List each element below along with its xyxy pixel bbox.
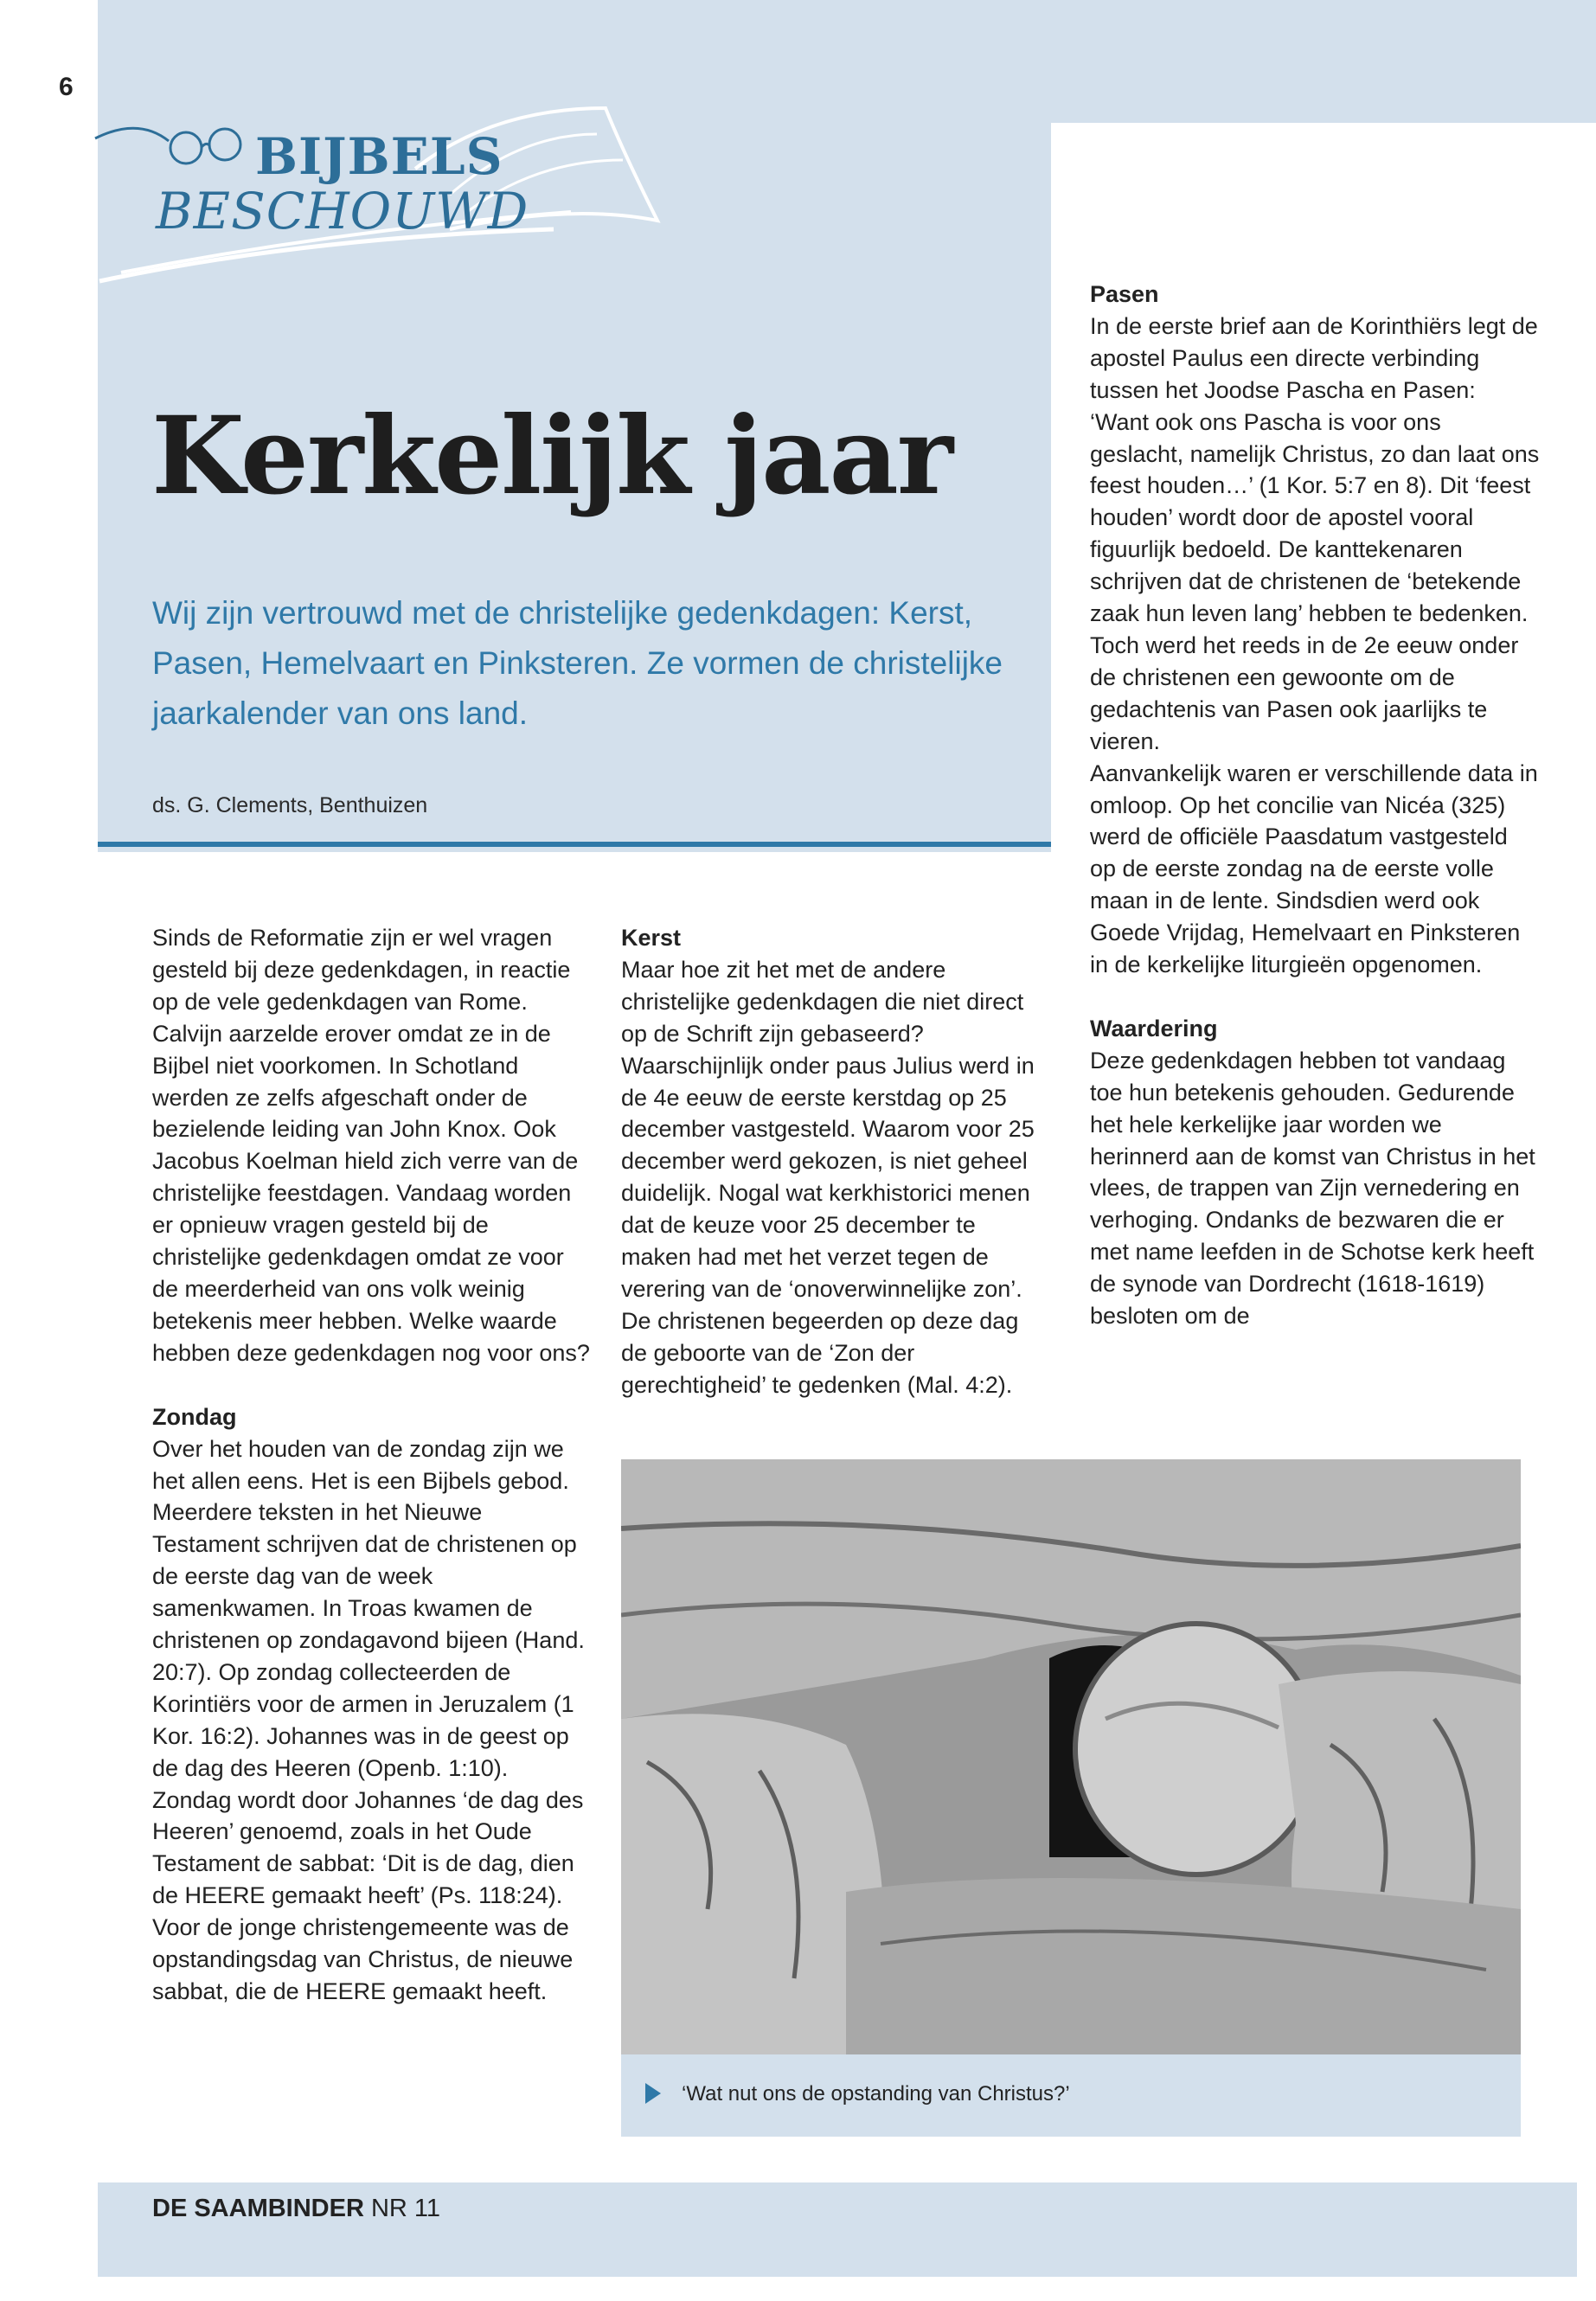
page-margin <box>0 2277 1596 2301</box>
page-footer <box>152 2195 440 2223</box>
caption-text: ‘Wat nut ons de opstanding van Christus?’ <box>682 2082 1070 2106</box>
tomb-image <box>621 1459 1521 2054</box>
section-heading-pasen: Pasen <box>1090 281 1159 307</box>
article-title: Kerkelijk jaar <box>151 394 952 519</box>
photo-caption <box>621 2054 1521 2137</box>
logo-text-bijbels: BIJBELS <box>255 127 503 186</box>
page-margin <box>1577 123 1596 2301</box>
paragraph: Aanvankelijk waren er verschillende data in omloop. Op het concilie van Nicéa (325) werd de officiële Paasdatum vastgesteld op de eerste zondag na de eerste volle maan in de lente. Sindsdien werd ook Goede Vrijdag, Hemelvaart en Pinksteren in de kerkelijke liturgieën opgenomen. <box>1090 760 1538 978</box>
logo-text-beschouwd: BESCHOUWD <box>156 182 529 240</box>
caption-arrow-icon <box>645 2083 661 2104</box>
paragraph: Maar hoe zit het met de andere christelijke gedenkdagen die niet direct op de Schrift zijn gebaseerd? Waarschijnlijk onder paus Julius werd in de 4e eeuw de eerste kerstdag op 25 december vastgesteld. Waarom voor 25 december werd gekozen, is niet geheel duidelijk. Nogal wat kerkhistorici menen dat de keuze voor 25 december te maken had met het verzet tegen de verering van de ‘onoverwinnelijke zon’. De christenen begeerden op deze dag de geboorte van de ‘Zon der gerechtigheid’ te gedenken (Mal. 4:2). <box>621 956 1035 1398</box>
text-column-2 <box>621 922 1045 1401</box>
paragraph: Deze gedenkdagen hebben tot vandaag toe hun betekenis gehouden. Gedurende het hele kerkelijke jaar worden we herinnerd aan de komst van Christus in het vlees, de trappen van Zijn vernedering en verhoging. Ondanks de bezwaren die er met name leefden in de Schotse kerk heeft de synode van Dordrecht (1618-1619) besloten om de <box>1090 1047 1535 1330</box>
divider <box>98 842 1051 847</box>
section-heading-kerst: Kerst <box>621 925 682 951</box>
paragraph: Over het houden van de zondag zijn we het allen eens. Het is een Bijbels gebod. Meerdere teksten in het Nieuwe Testament schrijven dat de christenen op de eerste dag van de week samenkwamen. In Troas kwamen de christenen op zondagavond bijeen (Hand. 20:7). Op zondag collecteerden de Korintiërs voor de armen in Jeruzalem (1 Kor. 16:2). Johannes was in de geest op de dag des Heeren (Openb. 1:10). Zondag wordt door Johannes ‘de dag des Heeren’ genoemd, zoals in het Oude Testament de sabbat: ‘Dit is de dag, dien de HEERE gemaakt heeft’ (Ps. 118:24). Voor de jonge christengemeente was de opstandingsdag van Christus, de nieuwe sabbat, die de HEERE gemaakt heeft. <box>152 1435 585 2004</box>
text-column-3 <box>1090 279 1540 1332</box>
article-intro: Wij zijn vertrouwd met de christelijke gedenkdagen: Kerst, Pasen, Hemelvaart en Pinksteren. Ze vormen de christelijke jaarkalender van ons land. <box>152 595 1003 731</box>
page-margin <box>0 0 98 2301</box>
section-logo <box>87 99 675 294</box>
issue-number: NR 11 <box>370 2195 441 2222</box>
text-column-1 <box>152 922 593 2008</box>
section-heading-waardering: Waardering <box>1090 1015 1218 1042</box>
tomb-photo <box>621 1459 1521 2054</box>
paragraph: In de eerste brief aan de Korinthiërs legt de apostel Paulus een directe verbinding tussen het Joodse Pascha en Pasen: ‘Want ook ons Pascha is voor ons geslacht, namelijk Christus, zo dan laat ons feest houden…’ (1 Kor. 5:7 en 8). Dit ‘feest houden’ wordt door de apostel vooral figuurlijk bedoeld. De kanttekenaren schrijven dat de christenen de ‘betekende zaak hun leven lang’ hebben te bedenken. Toch werd het reeds in de 2e eeuw onder de christenen een gewoonte om de gedachtenis van Pasen ook jaarlijks te vieren. <box>1090 312 1540 754</box>
magazine-name: DE SAAMBINDER <box>152 2195 364 2222</box>
section-heading-zondag: Zondag <box>152 1403 237 1430</box>
paragraph: Sinds de Reformatie zijn er wel vragen gesteld bij deze gedenkdagen, in reactie op de vele gedenkdagen van Rome. Calvijn aarzelde erover omdat ze in de Bijbel niet voorkomen. In Schotland werden ze zelfs afgeschaft onder de bezielende leiding van John Knox. Ook Jacobus Koelman hield zich verre van de christelijke feestdagen. Vandaag worden er opnieuw vragen gesteld bij de christelijke gedenkdagen omdat ze voor de meerderheid van ons volk weinig betekenis meer hebben. Welke waarde hebben deze gedenkdagen nog voor ons? <box>152 925 590 1366</box>
article-byline: ds. G. Clements, Benthuizen <box>152 793 428 817</box>
page-number: 6 <box>59 73 74 101</box>
